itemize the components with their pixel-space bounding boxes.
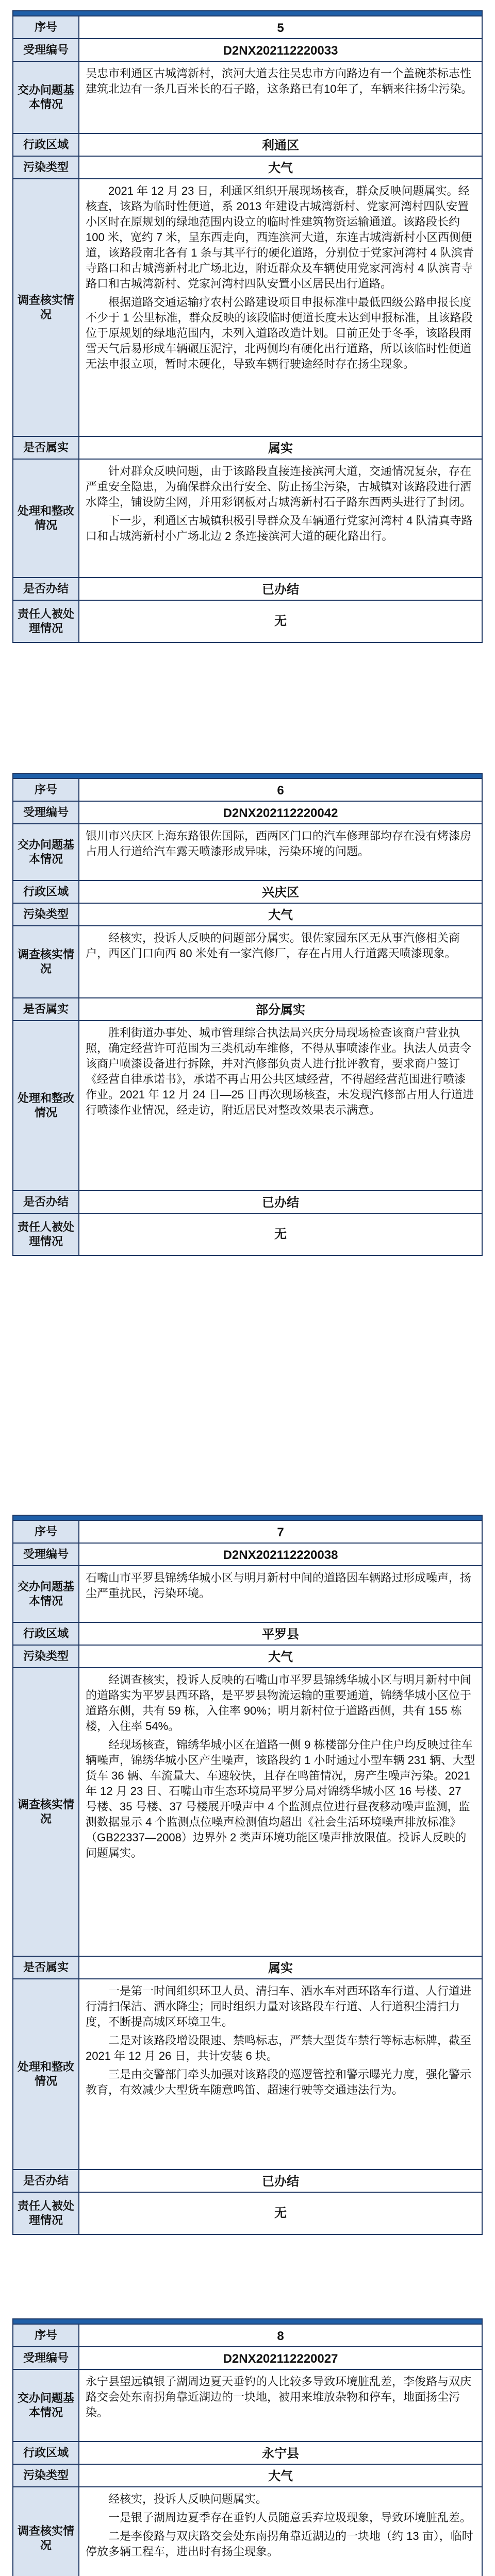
value-seq: 6	[277, 784, 284, 798]
value-seq: 8	[277, 2329, 284, 2343]
row-seq	[13, 1520, 482, 1543]
value-type: 大气	[268, 908, 293, 922]
record-card-5	[12, 10, 483, 643]
row-region	[13, 1622, 482, 1645]
label-handling: 处理和整改情况	[13, 460, 79, 577]
row-problem	[13, 2369, 482, 2441]
investigation-paragraph: 经核实，投诉人反映问题属实。	[108, 2493, 268, 2505]
value-investigation	[79, 179, 482, 436]
label-problem: 交办问题基本情况	[13, 1566, 79, 1622]
record-card-8	[12, 2318, 483, 2576]
value-verified: 属实	[268, 442, 293, 455]
row-seq	[13, 2324, 482, 2346]
row-verified	[13, 997, 482, 1020]
row-closed	[13, 1190, 482, 1213]
row-region	[13, 2441, 482, 2464]
label-region: 行政区域	[13, 881, 79, 903]
label-verified: 是否属实	[13, 437, 79, 459]
label-type: 污染类型	[13, 2465, 79, 2486]
value-type: 大气	[268, 1650, 293, 1664]
label-investigation: 调查核实情况	[13, 179, 79, 436]
label-seq: 序号	[13, 2325, 79, 2346]
value-accountable: 无	[274, 614, 287, 628]
row-closed	[13, 2169, 482, 2192]
label-accountable: 责任人被处理情况	[13, 1214, 79, 1255]
card-top-band	[13, 2319, 482, 2324]
label-closed: 是否办结	[13, 578, 79, 600]
row-accountable	[13, 600, 482, 642]
row-seq	[13, 778, 482, 801]
value-seq: 5	[277, 21, 284, 35]
value-region: 永宁县	[262, 2447, 299, 2461]
row-investigation	[13, 925, 482, 997]
row-handling	[13, 1020, 482, 1190]
value-region: 兴庆区	[262, 886, 299, 900]
row-seq	[13, 15, 482, 38]
value-code: D2NX202112220027	[223, 2352, 338, 2366]
label-seq: 序号	[13, 1521, 79, 1543]
label-handling: 处理和整改情况	[13, 1979, 79, 2169]
value-problem: 石嘴山市平罗县锦绣华城小区与明月新村中间的道路因车辆路过形成噪声，扬尘严重扰民，污染环境。	[86, 1571, 472, 1600]
row-region	[13, 133, 482, 156]
label-region: 行政区域	[13, 134, 79, 156]
value-problem: 银川市兴庆区上海东路银佐国际，西两区门口的汽车修理部均存在没有烤漆房占用人行道给汽车露天喷漆形成异味，污染环境的问题。	[86, 829, 472, 858]
value-problem: 吴忠市利通区古城湾新村，滨河大道去往吴忠市方向路边有一个盖碗茶标志性建筑北边有一条几百米长的石子路，这条路已有10年了，车辆来往扬尘污染。	[86, 67, 473, 95]
row-verified	[13, 1956, 482, 1978]
label-investigation: 调查核实情况	[13, 2487, 79, 2576]
row-type	[13, 2464, 482, 2486]
label-handling: 处理和整改情况	[13, 1021, 79, 1190]
value-seq: 7	[277, 1526, 284, 1539]
label-type: 污染类型	[13, 1646, 79, 1667]
label-region: 行政区域	[13, 1623, 79, 1645]
value-handling	[79, 1021, 482, 1190]
investigation-paragraph: 根据道路交通运输疗农村公路建设项目申报标准中最低四级公路申报长度不少于 1 公里标准，群众反映的该段临时便道长度未达到申报标准，且该路段位于原规划的绿地范围内，未列入道路改造计划。目前正处于冬季，该路段雨雪天气后易形成车辆碾压泥泞，北两侧均有硬化出行道路，所以该临时性便道无法申报立项，暂时未硬化，导致车辆行驶途经时存在扬尘现象。	[86, 296, 473, 370]
row-closed	[13, 577, 482, 600]
row-code	[13, 38, 482, 61]
value-accountable: 无	[274, 2206, 287, 2220]
value-type: 大气	[268, 161, 293, 175]
value-problem: 永宁县望远镇银子湖周边夏天垂钓的人比较多导致环境脏乱差，李俊路与双庆路交会处东南拐角靠近湖边的一块地，被用来堆放杂物和停车，地面扬尘污染。	[86, 2375, 472, 2419]
label-accountable: 责任人被处理情况	[13, 2193, 79, 2234]
investigation-paragraph: 二是李俊路与双庆路交会处东南拐角靠近湖边的一块地（约 13 亩），临时停放多辆工程车，进出时有扬尘现象。	[86, 2530, 473, 2558]
row-code	[13, 1543, 482, 1565]
label-type: 污染类型	[13, 904, 79, 925]
investigation-paragraph: 经核实，投诉人反映的问题部分属实。银佐家园东区无从事汽修相关商户，西区门口向西 80 米处有一家汽修厂，存在占用人行道露天喷漆现象。	[86, 931, 460, 960]
handling-paragraph: 一是第一时间组织环卫人员、清扫车、洒水车对西环路车行道、人行道进行清扫保洁、洒水降尘；同时组织力量对该路段车行道、人行道积尘清扫力度，不断提高城区环境卫生。	[86, 1985, 472, 2028]
value-handling	[79, 1979, 482, 2169]
row-type	[13, 1645, 482, 1667]
label-accountable: 责任人被处理情况	[13, 601, 79, 642]
row-verified	[13, 436, 482, 459]
value-type: 大气	[268, 2469, 293, 2483]
card-top-band	[13, 11, 482, 15]
value-accountable: 无	[274, 1227, 287, 1241]
value-closed: 已办结	[262, 583, 299, 597]
row-investigation	[13, 1667, 482, 1956]
row-investigation	[13, 2486, 482, 2576]
value-handling	[79, 460, 482, 577]
row-problem	[13, 1565, 482, 1622]
handling-paragraph: 下一步，利通区古城镇积极引导群众及车辆通行党家河湾村 4 队清真寺路口和古城湾新村小广场北边 2 条连接滨河大道的硬化路出行。	[86, 514, 473, 543]
row-problem	[13, 823, 482, 880]
value-verified: 属实	[268, 1961, 293, 1975]
label-problem: 交办问题基本情况	[13, 2370, 79, 2441]
handling-paragraph: 胜利街道办事处、城市管理综合执法局兴庆分局现场检查该商户营业执照，确定经营许可范围为三类机动车维修，不得从事喷漆作业。执法人员责令该商户喷漆设备进行拆除，并对汽修部负责人进行批评教育，要求商户签订《经营自律承诺书》，承诺不再占用公共区域经营，不得超经营范围进行喷漆作业。2021 年 12 月 24 日—25 日再次现场核查，未发现汽修部占用人行道进行喷漆作业情况，经走访，附近居民对整改效果表示满意。	[86, 1026, 474, 1116]
row-code	[13, 801, 482, 823]
label-region: 行政区域	[13, 2442, 79, 2464]
label-verified: 是否属实	[13, 1957, 79, 1978]
row-accountable	[13, 2192, 482, 2234]
value-code: D2NX202112220038	[223, 1548, 338, 1562]
row-handling	[13, 459, 482, 577]
label-code: 受理编号	[13, 802, 79, 823]
label-type: 污染类型	[13, 157, 79, 178]
label-seq: 序号	[13, 779, 79, 801]
investigation-paragraph: 2021 年 12 月 23 日，利通区组织开展现场核查，群众反映问题属实。经核查，该路为临时性便道，系 2013 年建设古城湾新村、党家河湾村四队安置小区时在原规划的绿地范围内设立的临时性建筑物资运输通道。该路段长约 100 米，宽约 7 米，呈东西走向，西连滨河大道，东连古城湾新村小区西侧便道，该路段南北各有 1 条与其平行的硬化道路，分别位于党家河湾村 4 队滨青寺路口和古城湾新村北广场北边，附近群众及车辆使用党家河湾村 4 队滨青寺路口和古城湾新村、党家河湾村四队安置小区居民出行道路。	[86, 184, 474, 290]
label-problem: 交办问题基本情况	[13, 824, 79, 880]
value-code: D2NX202112220033	[223, 44, 338, 58]
row-code	[13, 2346, 482, 2369]
value-region: 平罗县	[262, 1628, 299, 1641]
label-verified: 是否属实	[13, 998, 79, 1020]
value-investigation	[79, 1668, 482, 1956]
value-code: D2NX202112220042	[223, 806, 338, 820]
investigation-paragraph: 一是银子湖周边夏季存在垂钓人员随意丢弃垃圾现象，导致环境脏乱差。	[108, 2511, 472, 2524]
row-region	[13, 880, 482, 903]
row-type	[13, 156, 482, 178]
handling-paragraph: 二是对该路段增设限速、禁鸣标志，严禁大型货车禁行等标志标牌，截至 2021 年 12 月 26 日，共计安装 6 块。	[86, 2034, 472, 2062]
row-type	[13, 903, 482, 925]
label-seq: 序号	[13, 16, 79, 38]
label-closed: 是否办结	[13, 1191, 79, 1213]
label-code: 受理编号	[13, 1544, 79, 1565]
label-investigation: 调查核实情况	[13, 1668, 79, 1956]
handling-paragraph: 三是由交警部门牵头加强对该路段的巡逻管控和警示曝光力度，强化警示教育，有效减少大型货车随意鸣笛、超速行驶等交通违法行为。	[86, 2068, 472, 2096]
value-closed: 已办结	[262, 2175, 299, 2189]
record-card-7	[12, 1515, 483, 2235]
row-problem	[13, 61, 482, 133]
handling-paragraph: 针对群众反映问题，由于该路段直接连接滨河大道，交通情况复杂，存在严重安全隐患，为确保群众出行安全、防止扬尘污染，古城镇对该路段进行洒水降尘，铺设防尘网，并用彩钢板对古城湾新村石子路东西两头进行了封闭。	[86, 465, 472, 509]
investigation-paragraph: 经调查核实，投诉人反映的石嘴山市平罗县锦绣华城小区与明月新村中间的道路实为平罗县西环路，是平罗县物流运输的重要通道，锦绣华城小区位于道路东侧，共有 59 栋，入住率 90%；明月新村位于道路西侧，共有 155 栋楼，入住率 54%。	[86, 1673, 472, 1733]
card-top-band	[13, 774, 482, 778]
label-problem: 交办问题基本情况	[13, 62, 79, 133]
value-region: 利通区	[262, 139, 299, 152]
row-investigation	[13, 178, 482, 436]
card-top-band	[13, 1516, 482, 1520]
value-investigation	[79, 2487, 482, 2576]
row-accountable	[13, 1213, 482, 1255]
label-closed: 是否办结	[13, 2170, 79, 2192]
value-verified: 部分属实	[256, 1003, 305, 1017]
investigation-paragraph: 经现场核查，锦绣华城小区在道路一侧 9 栋楼部分住户住户均反映过往车辆噪声，锦绣华城小区产生噪声，该路段约 1 小时通过小型车辆 231 辆、大型货车 36 辆、车流量大、车速较快，且存在鸣笛情况，房产生噪声污染。2021 年 12 月 23 日、石嘴山市生态环境局平罗分局对锦绣华城小区 16 号楼、27 号楼、35 号楼、37 号楼展开噪声中 4 个监测点位进行昼夜移动噪声监测，监测数据显示 4 个监测点位噪声检测值均超出《社会生活环境噪声排放标准》（GB22337—2008）边界外 2 类声环境功能区噪声排放限值。投诉人反映的问题属实。	[86, 1738, 475, 1859]
label-code: 受理编号	[13, 2347, 79, 2369]
value-closed: 已办结	[262, 1196, 299, 1210]
label-investigation: 调查核实情况	[13, 926, 79, 997]
label-code: 受理编号	[13, 39, 79, 61]
value-investigation	[79, 926, 482, 997]
record-card-6	[12, 773, 483, 1256]
row-handling	[13, 1978, 482, 2169]
